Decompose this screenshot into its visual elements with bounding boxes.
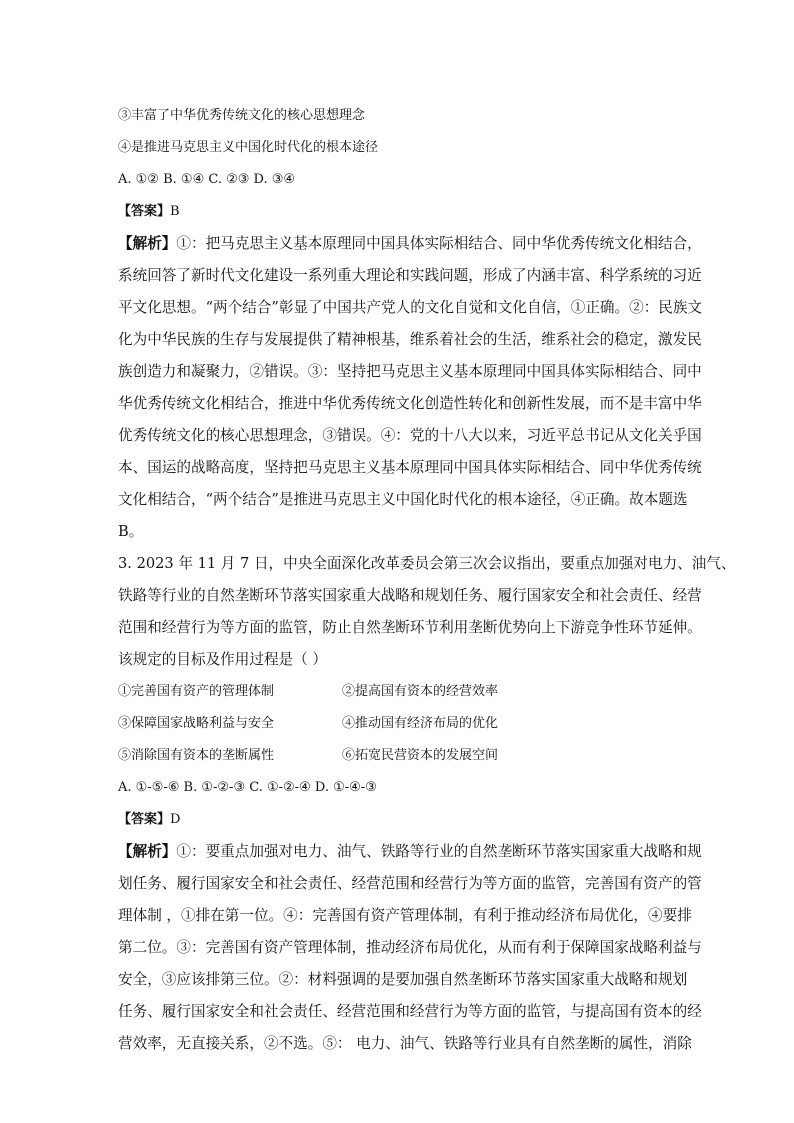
option-4: ④推动国有经济布局的优化	[342, 716, 499, 731]
analysis-line: 族创造力和凝聚力，②错误。③：坚持把马克思主义基本原理同中国具体实际相结合、同中	[118, 363, 702, 380]
analysis-line: 【解析】①：把马克思主义基本原理同中国具体实际相结合、同中华优秀传统文化相结合，	[118, 235, 702, 252]
answer-label: 【答案】	[118, 204, 171, 219]
option-3: ③丰富了中华优秀传统文化的核心思想理念	[118, 108, 366, 123]
analysis-block	[118, 228, 703, 548]
analysis-line: 文化相结合，“两个结合”是推进马克思主义中国化时代化的根本途径，④正确。故本题选	[118, 491, 688, 508]
analysis-line: 本、国运的战略高度，坚持把马克思主义基本原理同中国具体实际相结合、同中华优秀传统	[118, 459, 702, 476]
analysis-line: 任务、履行国家安全和社会责任、经营范围和经营行为等方面的监管，与提高国有资本的经	[118, 1003, 702, 1020]
option-5: ⑤消除国有资本的垄断属性	[118, 748, 275, 763]
analysis-line: 华优秀传统文化相结合，推进中华优秀传统文化创造性转化和创新性发展，而不是丰富中华	[118, 395, 702, 412]
stem-line: 3. 2023 年 11 月 7 日，中央全面深化改革委员会第三次会议指出，要重点加强对电力、油气、	[118, 555, 736, 572]
option-4: ④是推进马克思主义中国化时代化的根本途径	[118, 140, 379, 155]
analysis-line: B。	[118, 523, 144, 540]
option-row	[118, 740, 684, 772]
answer-choices: A. ①② B. ①④ C. ②③ D. ③④	[118, 172, 296, 187]
option-row	[118, 676, 684, 708]
question-stem	[118, 548, 736, 676]
stem-line: 铁路等行业的自然垄断环节落实国家重大战略和规划任务、履行国家安全和社会责任、经营	[118, 587, 702, 604]
analysis-line: 理体制 ，①排在第一位。④：完善国有资产管理体制，有利于推动经济布局优化，④要排	[118, 907, 692, 924]
answer-choices: A. ①-⑤-⑥ B. ①-②-③ C. ①-②-④ D. ①-④-③	[118, 780, 377, 795]
analysis-line: 第二位。③：完善国有资产管理体制，推动经济布局优化，从而有利于保障国家战略利益与	[118, 939, 702, 956]
analysis-block	[118, 836, 702, 1060]
analysis-line: 营效率，无直接关系，②不选。⑤： 电力、油气、铁路等行业具有自然垄断的属性，消除	[118, 1035, 692, 1052]
analysis-line: 化为中华民族的生存与发展提供了精神根基，维系着社会的生活，维系社会的稳定，激发民	[118, 331, 702, 348]
analysis-line: 优秀传统文化的核心思想理念，③错误。④：党的十八大以来，习近平总书记从文化关乎国	[118, 427, 702, 444]
analysis-line: 安全，③应该排第三位。②：材料强调的是要加强自然垄断环节落实国家重大战略和规划	[118, 971, 688, 988]
option-1: ①完善国有资产的管理体制	[118, 684, 275, 699]
stem-line: 范围和经营行为等方面的监管，防止自然垄断环节利用垄断优势向上下游竞争性环节延伸。	[118, 619, 702, 636]
option-row	[118, 708, 684, 740]
analysis-line: 平文化思想。“两个结合”彰显了中国共产党人的文化自觉和文化自信，①正确。②：民族文	[118, 299, 703, 316]
analysis-line: 【解析】①：要重点加强对电力、油气、铁路等行业的自然垄断环节落实国家重大战略和规	[118, 843, 702, 860]
answer-value: B	[170, 204, 180, 219]
answer-label: 【答案】	[118, 812, 171, 827]
option-2: ②提高国有资本的经营效率	[342, 684, 499, 699]
answer-value: D	[170, 812, 181, 827]
analysis-label: 【解析】	[118, 235, 177, 252]
document-page	[118, 100, 736, 1060]
analysis-line: 系统回答了新时代文化建设一系列重大理论和实践问题，形成了内涵丰富、科学系统的习近	[118, 267, 702, 284]
analysis-label: 【解析】	[118, 843, 177, 860]
answer-line	[118, 804, 684, 836]
option-6: ⑥拓宽民营资本的发展空间	[342, 748, 499, 763]
stem-line: 该规定的目标及作用过程是（ ）	[118, 651, 327, 668]
answer-line	[118, 196, 684, 228]
option-3: ③保障国家战略利益与安全	[118, 716, 275, 731]
analysis-line: 划任务、履行国家安全和社会责任、经营范围和经营行为等方面的监管，完善国有资产的管	[118, 875, 702, 892]
